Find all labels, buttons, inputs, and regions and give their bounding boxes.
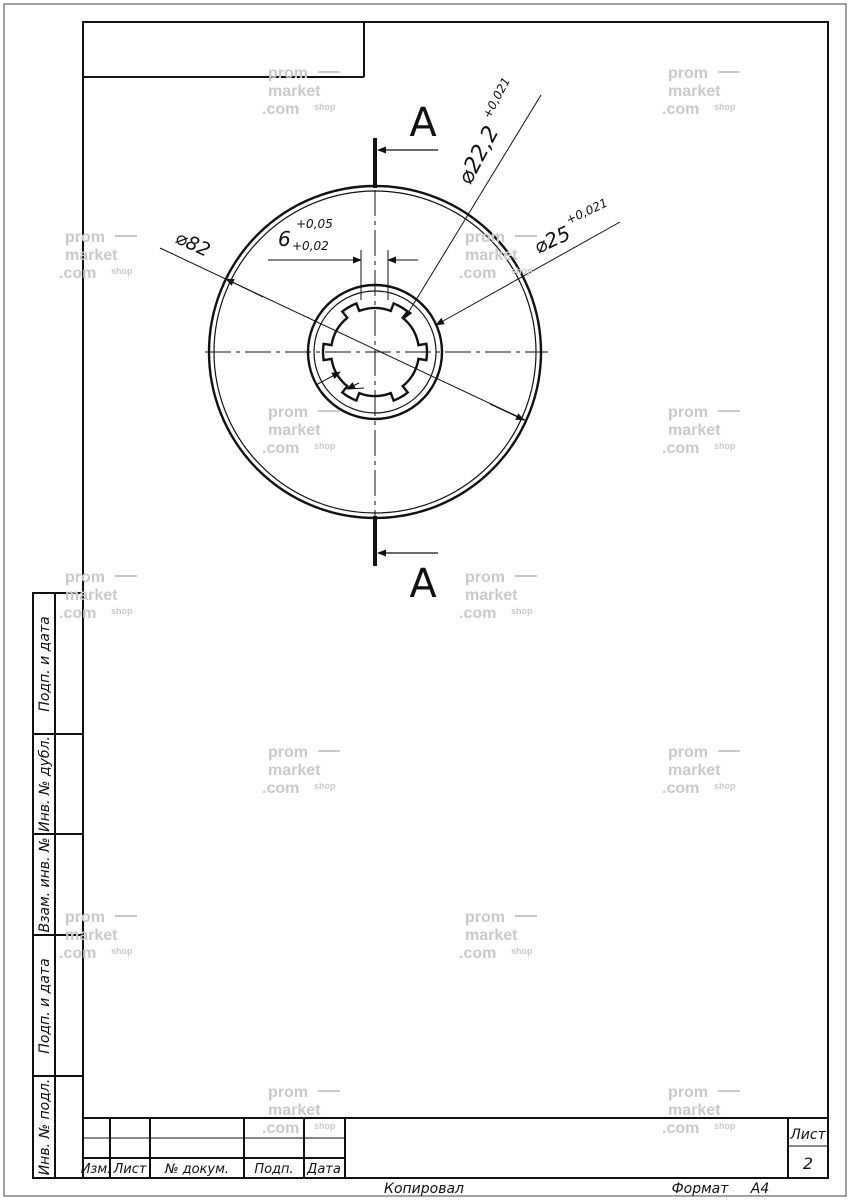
side-stamp xyxy=(33,593,83,1178)
svg-text:shop: shop xyxy=(714,102,736,112)
svg-text:shop: shop xyxy=(314,441,336,451)
svg-text:prom: prom xyxy=(465,909,505,926)
tb-header-sign: Подп. xyxy=(254,1162,294,1177)
dim-slot-width-upper: +0,05 xyxy=(296,217,333,231)
footer-copied: Копировал xyxy=(384,1181,464,1197)
svg-text:.com: .com xyxy=(59,605,97,622)
svg-text:prom: prom xyxy=(668,404,708,421)
watermark xyxy=(262,404,340,457)
svg-text:market: market xyxy=(268,762,321,779)
stamp-dup-inv: Инв. № дубл. xyxy=(37,736,53,832)
svg-text:.com: .com xyxy=(459,265,497,282)
svg-text:.com: .com xyxy=(59,945,97,962)
svg-text:prom: prom xyxy=(668,65,708,82)
watermark xyxy=(262,65,340,118)
watermark xyxy=(59,569,137,622)
svg-text:shop: shop xyxy=(314,1121,336,1131)
svg-text:market: market xyxy=(465,927,518,944)
svg-text:market: market xyxy=(268,1102,321,1119)
stamp-sign-date-1: Подп. и дата xyxy=(37,616,53,712)
dim-slot-width: 6 xyxy=(278,227,291,251)
svg-text:.com: .com xyxy=(459,945,497,962)
dim-bore-diameter: ⌀25 xyxy=(529,220,575,259)
svg-text:market: market xyxy=(65,927,118,944)
footer-format-label: Формат xyxy=(671,1181,729,1197)
svg-text:prom: prom xyxy=(268,65,308,82)
top-left-title-box xyxy=(83,22,364,77)
svg-text:prom: prom xyxy=(268,1084,308,1101)
watermark xyxy=(59,909,137,962)
dim-slot-width-lower: +0,02 xyxy=(292,239,329,253)
watermark xyxy=(662,65,740,118)
svg-text:prom: prom xyxy=(668,744,708,761)
tb-sheet-number: 2 xyxy=(802,1154,814,1173)
tb-header-rev: Изм. xyxy=(80,1162,112,1177)
tb-header-date: Дата xyxy=(307,1162,341,1177)
svg-text:shop: shop xyxy=(714,1121,736,1131)
watermark xyxy=(662,1084,740,1137)
svg-text:prom: prom xyxy=(668,1084,708,1101)
watermark xyxy=(662,404,740,457)
svg-text:.com: .com xyxy=(59,265,97,282)
svg-text:prom: prom xyxy=(465,569,505,586)
svg-text:.com: .com xyxy=(662,1120,700,1137)
svg-text:shop: shop xyxy=(314,781,336,791)
svg-text:.com: .com xyxy=(262,1120,300,1137)
svg-text:market: market xyxy=(268,83,321,100)
watermark-layer xyxy=(59,65,740,1137)
svg-text:shop: shop xyxy=(111,606,133,616)
svg-text:market: market xyxy=(668,1102,721,1119)
svg-text:prom: prom xyxy=(268,404,308,421)
tb-header-doc-no: № докум. xyxy=(164,1162,230,1177)
svg-text:market: market xyxy=(668,83,721,100)
svg-text:shop: shop xyxy=(714,781,736,791)
svg-text:prom: prom xyxy=(65,909,105,926)
section-marker-top: A xyxy=(409,100,437,146)
dim-groove-diameter: ⌀22,2 xyxy=(453,122,505,189)
watermark xyxy=(262,1084,340,1137)
svg-text:shop: shop xyxy=(714,441,736,451)
svg-text:market: market xyxy=(65,247,118,264)
watermark xyxy=(459,229,537,282)
svg-text:shop: shop xyxy=(111,946,133,956)
svg-text:prom: prom xyxy=(65,569,105,586)
watermark xyxy=(459,569,537,622)
svg-text:shop: shop xyxy=(511,606,533,616)
svg-text:.com: .com xyxy=(262,780,300,797)
svg-text:shop: shop xyxy=(511,266,533,276)
part-view xyxy=(160,75,620,607)
watermark xyxy=(262,744,340,797)
svg-text:market: market xyxy=(668,422,721,439)
svg-text:.com: .com xyxy=(262,440,300,457)
footer-format-value: A4 xyxy=(750,1181,770,1197)
svg-text:market: market xyxy=(65,587,118,604)
svg-text:prom: prom xyxy=(465,229,505,246)
stamp-replace-inv: Взам. инв. № xyxy=(37,837,53,933)
svg-text:.com: .com xyxy=(459,605,497,622)
drawing-frame xyxy=(80,22,828,1178)
tb-header-sheet: Лист xyxy=(113,1162,147,1177)
svg-text:shop: shop xyxy=(314,102,336,112)
dim-outer-diameter: ⌀82 xyxy=(171,226,214,262)
svg-text:market: market xyxy=(465,587,518,604)
svg-text:market: market xyxy=(668,762,721,779)
tb-sheet-label: Лист xyxy=(790,1127,826,1143)
svg-text:.com: .com xyxy=(662,780,700,797)
svg-text:.com: .com xyxy=(262,101,300,118)
watermark xyxy=(59,229,137,282)
dim-bore-diameter-tol: +0,021 xyxy=(563,195,610,228)
svg-text:market: market xyxy=(465,247,518,264)
section-marker-bottom: A xyxy=(409,561,437,607)
stamp-orig-inv: Инв. № подл. xyxy=(37,1078,53,1176)
dim-groove-diameter-tol: +0,021 xyxy=(479,75,514,121)
svg-text:.com: .com xyxy=(662,101,700,118)
svg-text:prom: prom xyxy=(268,744,308,761)
svg-text:prom: prom xyxy=(65,229,105,246)
svg-text:.com: .com xyxy=(662,440,700,457)
svg-text:market: market xyxy=(268,422,321,439)
watermark xyxy=(662,744,740,797)
svg-text:shop: shop xyxy=(511,946,533,956)
svg-text:shop: shop xyxy=(111,266,133,276)
stamp-sign-date-2: Подп. и дата xyxy=(37,958,53,1054)
watermark xyxy=(459,909,537,962)
